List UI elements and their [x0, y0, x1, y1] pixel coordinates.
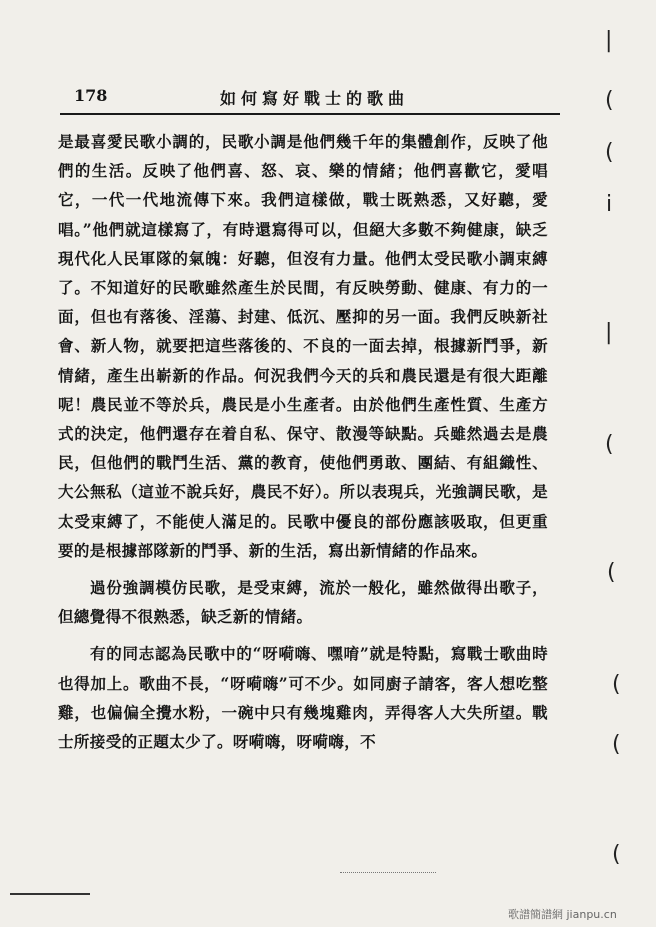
- scan-artifact: [340, 872, 436, 885]
- scan-edge-mark: [10, 893, 90, 895]
- running-title: 如何寫好戰士的歌曲: [220, 89, 410, 108]
- margin-mark: (: [612, 732, 621, 757]
- paragraph-3: 有的同志認為民歌中的“呀嗬嗨、嘿唷”就是特點，寫戰士歌曲時也得加上。歌曲不長，“呀嗬嗨”可不少。如同廚子請客，客人想吃整雞，也偏偏全攪水粉，一碗中只有幾塊雞肉，弄得客人大失所望。戰士所接受的正題太少了。呀嗬嗨，呀嗬嗨，不: [58, 644, 548, 752]
- margin-mark: (: [612, 842, 621, 867]
- margin-mark: (: [605, 140, 614, 165]
- margin-mark: |: [605, 320, 613, 345]
- paragraph-2: 過份強調模仿民歌，是受束縛，流於一般化，雖然做得出歌子，但總覺得不很熟悉，缺乏新的情緒。: [58, 578, 548, 627]
- margin-mark: (: [607, 560, 616, 585]
- margin-mark: |: [605, 28, 613, 53]
- page-header: [60, 84, 560, 110]
- watermark: 歌譜簡譜網 jianpu.cn: [508, 908, 617, 921]
- margin-mark: i: [606, 192, 613, 217]
- margin-mark: (: [605, 432, 614, 457]
- header-rule: [60, 113, 560, 115]
- margin-mark: (: [612, 672, 621, 697]
- page-number: 178: [74, 86, 108, 105]
- margin-mark: (: [605, 88, 614, 113]
- paragraph-1: 是最喜愛民歌小調的，民歌小調是他們幾千年的集體創作，反映了他們的生活。反映了他們喜、怒、哀、樂的情緒；他們喜歡它，愛唱它，一代一代地流傳下來。我們這樣做，戰士既熟悉，又好聽，愛唱。”他們就這樣寫了，有時還寫得可以，但絕大多數不夠健康，缺乏現代化人民軍隊的氣魄：好聽，但沒有力量。他們太受民歌小調束縛了。不知道好的民歌雖然產生於民間，有反映勞動、健康、有力的一面，但也有落後、淫蕩、封建、低沉、壓抑的另一面。我們反映新社會、新人物，就要把這些落後的、不良的一面去掉，根據新鬥爭，新情緒，產生出嶄新的作品。何況我們今天的兵和農民還是有很大距離呢！農民並不等於兵，農民是小生產者。由於他們生產性質、生產方式的決定，他們還存在着自私、保守、散漫等缺點。兵雖然過去是農民，但他們的戰鬥生活、黨的教育，使他們勇敢、團結、有組織性、大公無私（這並不說兵好，農民不好）。所以表現兵，光強調民歌，是太受束縛了，不能使人滿足的。民歌中優良的部份應該吸取，但更重要的是根據部隊新的鬥爭、新的生活，寫出新情緒的作品來。: [58, 132, 548, 560]
- body-text: [58, 127, 548, 756]
